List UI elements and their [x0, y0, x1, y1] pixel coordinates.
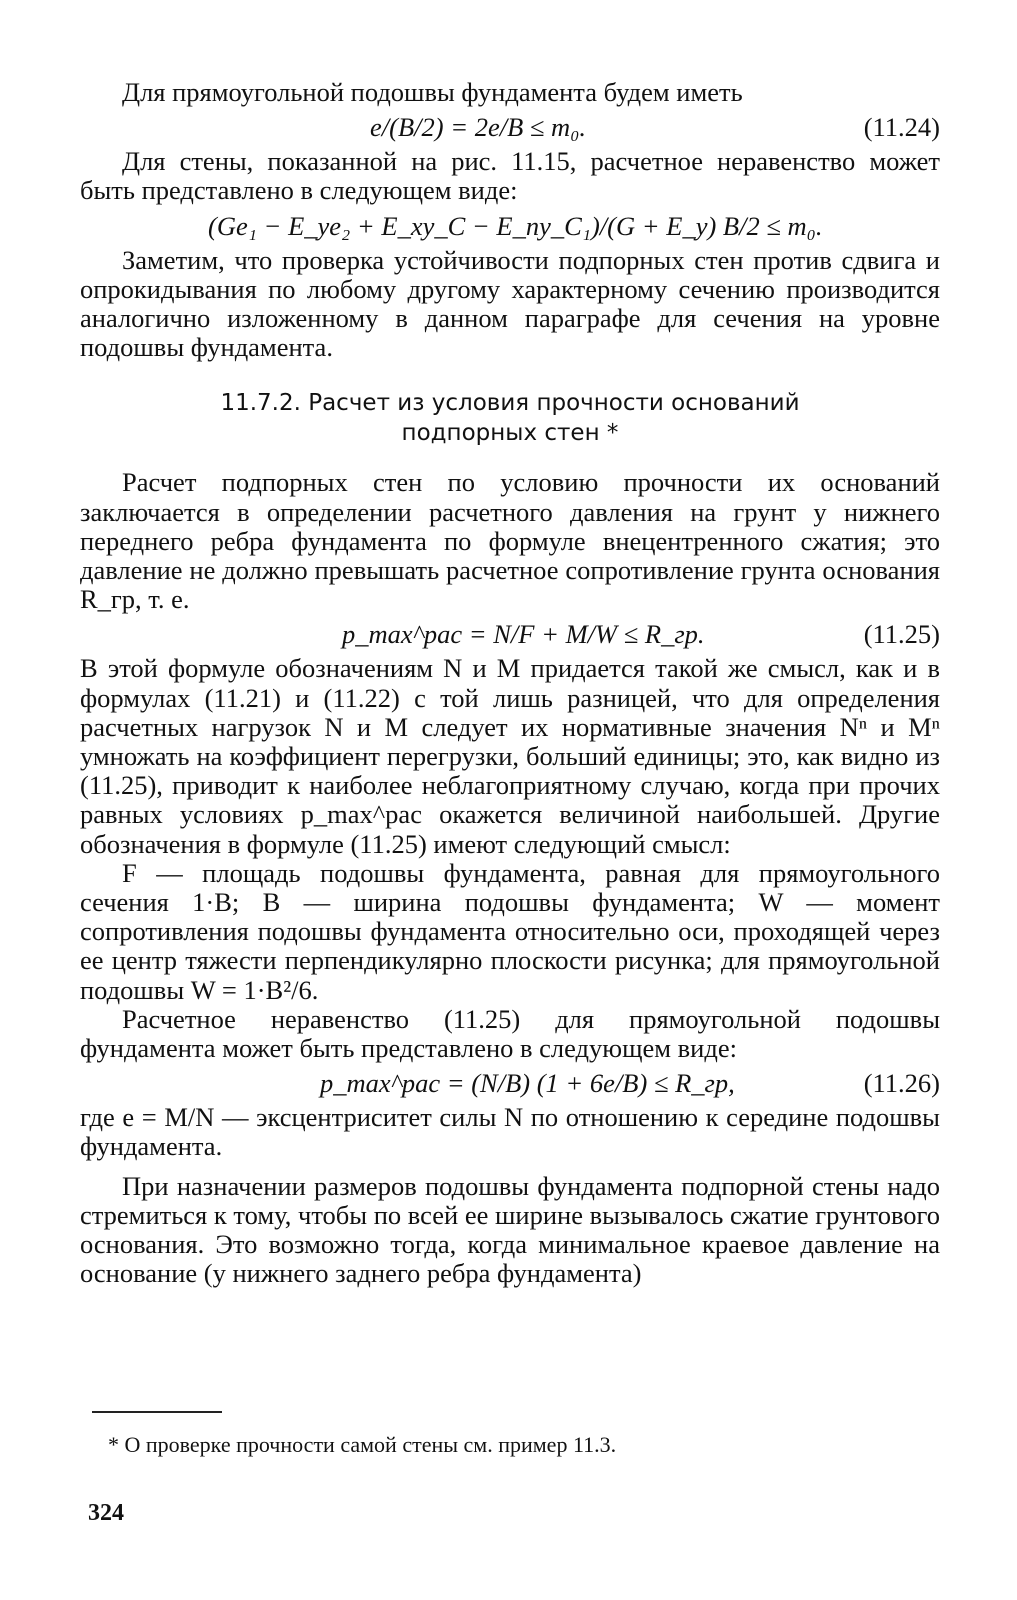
- formula-11-24: [80, 107, 940, 147]
- heading-line-2: подпорных стен *: [401, 420, 619, 447]
- page-body: [80, 78, 940, 1289]
- formula-expression: p_max^рас = N/F + M/W ≤ R_гр.: [342, 619, 705, 650]
- paragraph-7: Расчетное неравенство (11.25) для прямоугольной подошвы фундамента может быть представлено в следующем виде:: [80, 1003, 940, 1064]
- paragraph-5: В этой формуле обозначениям N и M придается такой же смысл, как и в формулах (11.21) и (11.22) с той лишь разницей, что для определения расчетных нагрузок N и M следует их нормативные значения Nⁿ и Mⁿ умножать на коэффициент перегрузки, больший единицы; это, как видно из (11.25), приводит к наиболее неблагоприятному случаю, когда при прочих равных условиях p_max^рас окажется величиной наибольшей. Другие обозначения в формуле (11.25) имеют следующий смысл:: [80, 653, 940, 859]
- formula-expression: (Ge₁ − E_ye₂ + E_xy_C − E_пy_C₁)/(G + E_y) B/2 ≤ m₀.: [208, 210, 823, 241]
- page-number: 324: [88, 1500, 124, 1526]
- paragraph-8: где e = M/N — эксцентриситет силы N по отношению к середине подошвы фундамента.: [80, 1102, 940, 1162]
- paragraph-2: Для стены, показанной на рис. 11.15, расчетное неравенство может быть представлено в следующем виде:: [80, 146, 940, 206]
- section-heading: [80, 388, 940, 448]
- formula-11-25: [80, 614, 940, 654]
- formula-number: (11.26): [863, 1068, 940, 1099]
- paragraph-9: При назначении размеров подошвы фундамента подпорной стены надо стремиться к тому, чтобы по всей ее ширине вызывалось сжатие грунтового основания. Это возможно тогда, когда минимальное краевое давление на основание (у нижнего заднего ребра фундамента): [80, 1170, 940, 1289]
- paragraph-1: Для прямоугольной подошвы фундамента будем иметь: [122, 77, 743, 107]
- formula-expression: e/(B/2) = 2e/B ≤ m₀.: [370, 112, 587, 143]
- formula-wall-inequality: [80, 206, 940, 246]
- formula-expression: p_max^рас = (N/B) (1 + 6e/B) ≤ R_гр,: [320, 1068, 735, 1099]
- paragraph-6: F — площадь подошвы фундамента, равная для прямоугольного сечения 1·B; B — ширина подошвы фундамента; W — момент сопротивления подошвы фундамента относительно оси, проходящей через ее центр тяжести перпендикулярно плоскости рисунка; для прямоугольной подошвы W = 1·B²/6.: [80, 857, 940, 1005]
- footnote-divider: [92, 1411, 222, 1413]
- formula-number: (11.25): [863, 619, 940, 650]
- formula-11-26: [80, 1063, 940, 1103]
- formula-number: (11.24): [863, 112, 940, 143]
- footnote: * О проверке прочности самой стены см. пример 11.3.: [108, 1432, 617, 1457]
- paragraph-3: Заметим, что проверка устойчивости подпорных стен против сдвига и опрокидывания по любому другому характерному сечению производится аналогично изложенному в данном параграфе для сечения на уровне подошвы фундамента.: [80, 244, 940, 363]
- heading-line-1: 11.7.2. Расчет из условия прочности оснований: [220, 390, 800, 417]
- paragraph-4: Расчет подпорных стен по условию прочности их оснований заключается в определении расчетного давления на грунт у нижнего переднего ребра фундамента по формуле внецентренного сжатия; это давление не должно превышать расчетное сопротивление грунта основания R_гр, т. е.: [80, 467, 940, 615]
